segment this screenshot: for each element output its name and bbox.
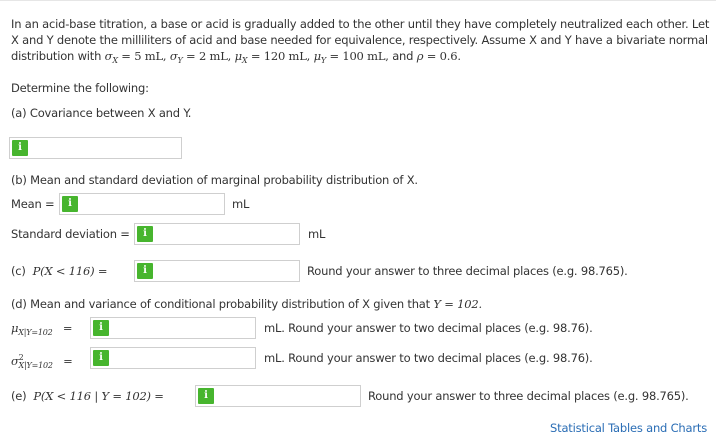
- info-icon[interactable]: i: [93, 320, 109, 336]
- part-d-condition: Y = 102.: [433, 297, 482, 311]
- conditional-variance-input[interactable]: [90, 347, 256, 369]
- mean-unit: mL: [232, 197, 250, 211]
- mean-input[interactable]: [59, 193, 225, 215]
- mu-x-symbol: $\mu_X$: [234, 49, 248, 65]
- sigma-x-value: = 5 mL,: [121, 49, 167, 63]
- rho-value: = 0.6.: [426, 49, 461, 63]
- conditional-prob-input[interactable]: [195, 385, 361, 407]
- mu-x-value: = 120 mL,: [250, 49, 311, 63]
- part-d-label: (d) Mean and variance of conditional probability distribution of X given that Y = 102.: [11, 297, 482, 311]
- info-icon[interactable]: i: [137, 226, 153, 242]
- sigma-y-symbol: $\sigma_Y$: [169, 49, 183, 65]
- and-word: and: [392, 49, 414, 63]
- part-c-label: (c) P(X < 116) =: [11, 264, 108, 278]
- sigma-x-symbol: $\sigma_X$: [104, 49, 118, 65]
- mean-label: Mean =: [11, 197, 55, 211]
- sd-input[interactable]: [134, 223, 300, 245]
- part-e-expression: P(X < 116 | Y = 102) =: [33, 389, 164, 403]
- determine-heading: Determine the following:: [11, 81, 149, 95]
- rho-symbol: ρ: [416, 49, 424, 63]
- conditional-mean-note: mL. Round your answer to two decimal places (e.g. 98.76).: [264, 321, 593, 335]
- mu-y-value: = 100 mL,: [329, 49, 389, 63]
- part-b-label: (b) Mean and standard deviation of marginal probability distribution of X.: [11, 173, 418, 187]
- part-a-label: (a) Covariance between X and Y.: [11, 106, 192, 120]
- info-icon[interactable]: i: [62, 196, 78, 212]
- sd-unit: mL: [308, 227, 326, 241]
- conditional-variance-label: $\sigma^2_{X|Y=102}$ =: [11, 353, 73, 370]
- statistical-tables-link[interactable]: Statistical Tables and Charts: [550, 421, 707, 435]
- part-e-note: Round your answer to three decimal places (e.g. 98.765).: [368, 389, 689, 403]
- sd-label: Standard deviation =: [11, 227, 130, 241]
- conditional-mean-input[interactable]: [90, 317, 256, 339]
- sigma-y-value: = 2 mL,: [186, 49, 232, 63]
- intro-text: In an acid-base titration, a base or acid is gradually added to the other until they have completely neutralized each other. Let X and Y denote the milliliters of acid and base needed for equivalence, respectively. Assume X and Y have a bivariate normal distribution with: [11, 17, 710, 63]
- problem-statement: [11, 16, 711, 69]
- part-c-note: Round your answer to three decimal places (e.g. 98.765).: [307, 264, 628, 278]
- mu-y-symbol: $\mu_Y$: [313, 49, 326, 65]
- info-icon[interactable]: i: [93, 350, 109, 366]
- part-e-label: (e) P(X < 116 | Y = 102) =: [11, 389, 164, 403]
- prob-x-input[interactable]: [134, 260, 300, 282]
- top-divider: [0, 0, 716, 1]
- part-c-expression: P(X < 116) =: [32, 264, 108, 278]
- info-icon[interactable]: i: [137, 263, 153, 279]
- info-icon[interactable]: i: [198, 388, 214, 404]
- conditional-variance-note: mL. Round your answer to two decimal places (e.g. 98.76).: [264, 351, 593, 365]
- covariance-input[interactable]: [9, 137, 182, 159]
- conditional-mean-label: $\mu_{X|Y=102}$ =: [11, 321, 73, 337]
- info-icon[interactable]: i: [12, 140, 28, 156]
